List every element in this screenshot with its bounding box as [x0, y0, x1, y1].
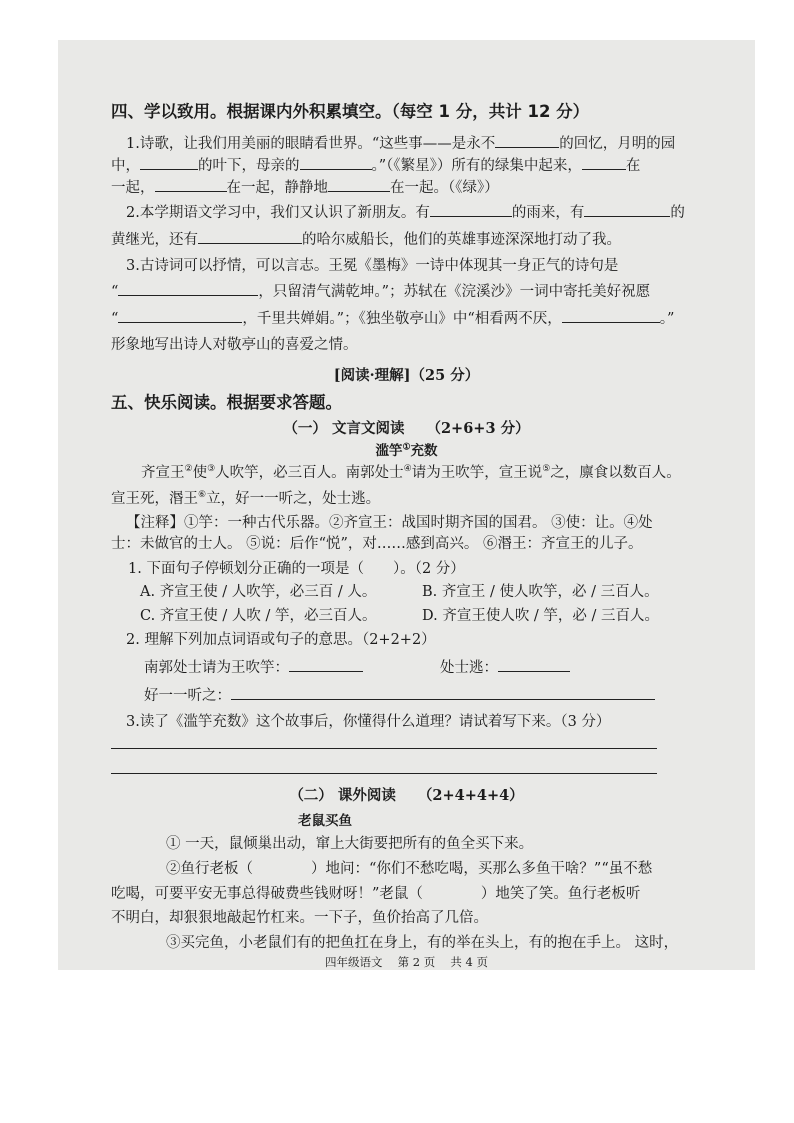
- text: 南郭处士请为王吹竽：: [144, 660, 289, 676]
- p1-question2: 2. 理解下列加点词语或句子的意思。（2+2+2）: [126, 632, 436, 648]
- answer-blank[interactable]: [118, 310, 242, 323]
- exam-page: [58, 40, 755, 970]
- answer-blank[interactable]: [562, 310, 660, 323]
- answer-blank[interactable]: [155, 179, 227, 192]
- text: 处士逃：: [440, 660, 498, 676]
- story1-para1: [141, 464, 681, 482]
- part1-title: [58, 420, 755, 438]
- text: 使: [192, 465, 208, 481]
- text: 。”: [659, 311, 675, 327]
- text: 在一起，静静地: [226, 180, 328, 196]
- p1-question3: 3.读了《滥竽充数》这个故事后，你懂得什么道理？请试着写下来。（3 分）: [126, 714, 611, 730]
- answer-blank[interactable]: [289, 659, 363, 672]
- answer-blank[interactable]: [498, 659, 570, 672]
- text: 的叶下，母亲的: [198, 158, 300, 174]
- answer-blank[interactable]: [231, 687, 655, 700]
- part2-title-text: （二） 课外阅读: [289, 787, 396, 804]
- text: ，只留清气满乾坤。”；苏轼在《浣溪沙》一词中寄托美好祝愿: [258, 284, 651, 300]
- p1-question1: 1. 下面句子停顿划分正确的一项是（ ）。（2 分）: [128, 561, 465, 577]
- reading-section-title: [阅读·理解]（25 分）: [333, 367, 480, 384]
- answer-blank[interactable]: [198, 231, 302, 244]
- q2a-prompt: [144, 659, 363, 677]
- text: 的: [670, 205, 685, 221]
- footnote-mark: ③: [207, 464, 216, 475]
- section-4-heading: 四、学以致用。根据课内外积累填空。（每空 1 分，共计 12 分）: [111, 102, 590, 121]
- answer-blank[interactable]: [582, 157, 626, 170]
- part1-title-text: （一） 文言文阅读: [283, 420, 405, 437]
- story2-para1: ① 一天，鼠倾巢出动，窜上大街要把所有的鱼全买下来。: [166, 836, 534, 852]
- text: “: [111, 284, 119, 300]
- text: 。”（《繁星》）所有的绿集中起来，: [371, 158, 582, 174]
- text: ，千里共婵娟。”；《独坐敬亭山》中“相看两不厌，: [242, 311, 562, 327]
- q1-line1: [126, 135, 675, 153]
- q1-line3: [111, 179, 499, 197]
- story2-title: 老鼠买鱼: [298, 813, 352, 829]
- text: 请为王吹竽，宣王说: [411, 465, 543, 481]
- story2-para2-line1: ②鱼行老板（ ）地问：“你们不愁吃喝，买那么多鱼干啥？”“虽不愁: [166, 861, 653, 877]
- q2b-prompt: [440, 659, 570, 677]
- text: 之，廪食以数百人。: [550, 465, 681, 481]
- footnote-mark: ④: [403, 464, 412, 475]
- text: 在一起。（《绿》）: [390, 180, 499, 196]
- q2-line1: [126, 204, 685, 222]
- story2-para2-line2: 吃喝，可要平安无事总得破费些钱财呀！”老鼠（ ）地笑了笑。鱼行老板听: [111, 886, 641, 902]
- text: 好一一听之：: [144, 688, 231, 704]
- text: 滥竽: [375, 443, 403, 459]
- text: 充数: [410, 443, 438, 459]
- answer-blank[interactable]: [140, 157, 198, 170]
- q2-line2: [111, 231, 621, 249]
- text: 的哈尔威船长，他们的英雄事迹深深地打动了我。: [302, 232, 621, 248]
- section-5-heading: 五、快乐阅读。根据要求答题。: [111, 393, 342, 412]
- text: 在: [625, 158, 641, 174]
- answer-line[interactable]: [111, 773, 657, 774]
- q3-line1: 3.古诗词可以抒情，可以言志。王冕《墨梅》一诗中体现其一身正气的诗句是: [126, 258, 619, 274]
- text: 1.诗歌，让我们用美丽的眼睛看世界。“这些事——是永不: [126, 136, 496, 152]
- q3-line2: [111, 283, 650, 301]
- text: 一起，: [111, 180, 155, 196]
- story1-title: [58, 442, 755, 460]
- q2c-prompt: [144, 687, 655, 705]
- answer-blank[interactable]: [328, 179, 390, 192]
- story2-para2-line3: 不明白，却狠狠地敲起竹杠来。一下子，鱼价抬高了几倍。: [111, 910, 488, 926]
- text: 立，好一一听之，处士逃。: [206, 491, 381, 507]
- text: 齐宣王: [141, 465, 185, 481]
- answer-line[interactable]: [111, 748, 657, 749]
- notes-line2: 士：未做官的士人。 ⑤说：后作“悦”，对……感到高兴。 ⑥湣王：齐宣王的儿子。: [111, 536, 643, 552]
- story1-para2: [111, 490, 380, 508]
- q3-line3: [111, 310, 674, 328]
- answer-blank[interactable]: [300, 157, 372, 170]
- footnote-mark: ⑥: [198, 490, 207, 501]
- option-d[interactable]: D. 齐宣王使人吹 / 竽，必 / 三百人。: [422, 608, 660, 624]
- text: 宣王死，湣王: [111, 491, 198, 507]
- answer-blank[interactable]: [430, 204, 512, 217]
- option-b[interactable]: B. 齐宣王 / 使人吹竽，必 / 三百人。: [422, 584, 659, 600]
- footnote-mark: ②: [184, 464, 193, 475]
- option-c[interactable]: C. 齐宣王使 / 人吹 / 竽，必三百人。: [140, 608, 377, 624]
- text: 黄继光，还有: [111, 232, 198, 248]
- text: 中，: [111, 158, 140, 174]
- page-footer: 四年级语文 第 2 页 共 4 页: [324, 955, 489, 969]
- part1-score: （2+6+3 分）: [426, 420, 530, 437]
- q3-line4: 形象地写出诗人对敬亭山的喜爱之情。: [111, 337, 358, 353]
- answer-blank[interactable]: [584, 204, 670, 217]
- text: 人吹竽，必三百人。南郭处士: [215, 465, 404, 481]
- text: 2.本学期语文学习中，我们又认识了新朋友。有: [126, 205, 430, 221]
- text: 的回忆，月明的园: [559, 136, 676, 152]
- option-a[interactable]: A. 齐宣王使 / 人吹竽，必三百 / 人。: [140, 584, 377, 600]
- footnote-mark: ①: [402, 442, 411, 453]
- part2-score: （2+4+4+4）: [417, 787, 524, 804]
- text: “: [111, 311, 119, 327]
- answer-blank[interactable]: [118, 283, 258, 296]
- q1-line2: [111, 157, 640, 175]
- story2-para3: ③买完鱼，小老鼠们有的把鱼扛在身上，有的举在头上，有的抱在手上。 这时，: [166, 935, 679, 951]
- notes-line1: 【注释】①竽：一种古代乐器。②齐宣王：战国时期齐国的国君。 ③使：让。④处: [126, 515, 653, 531]
- text: 的雨来，有: [511, 205, 585, 221]
- part2-title: [58, 787, 755, 805]
- answer-blank[interactable]: [495, 135, 559, 148]
- footnote-mark: ⑤: [542, 464, 551, 475]
